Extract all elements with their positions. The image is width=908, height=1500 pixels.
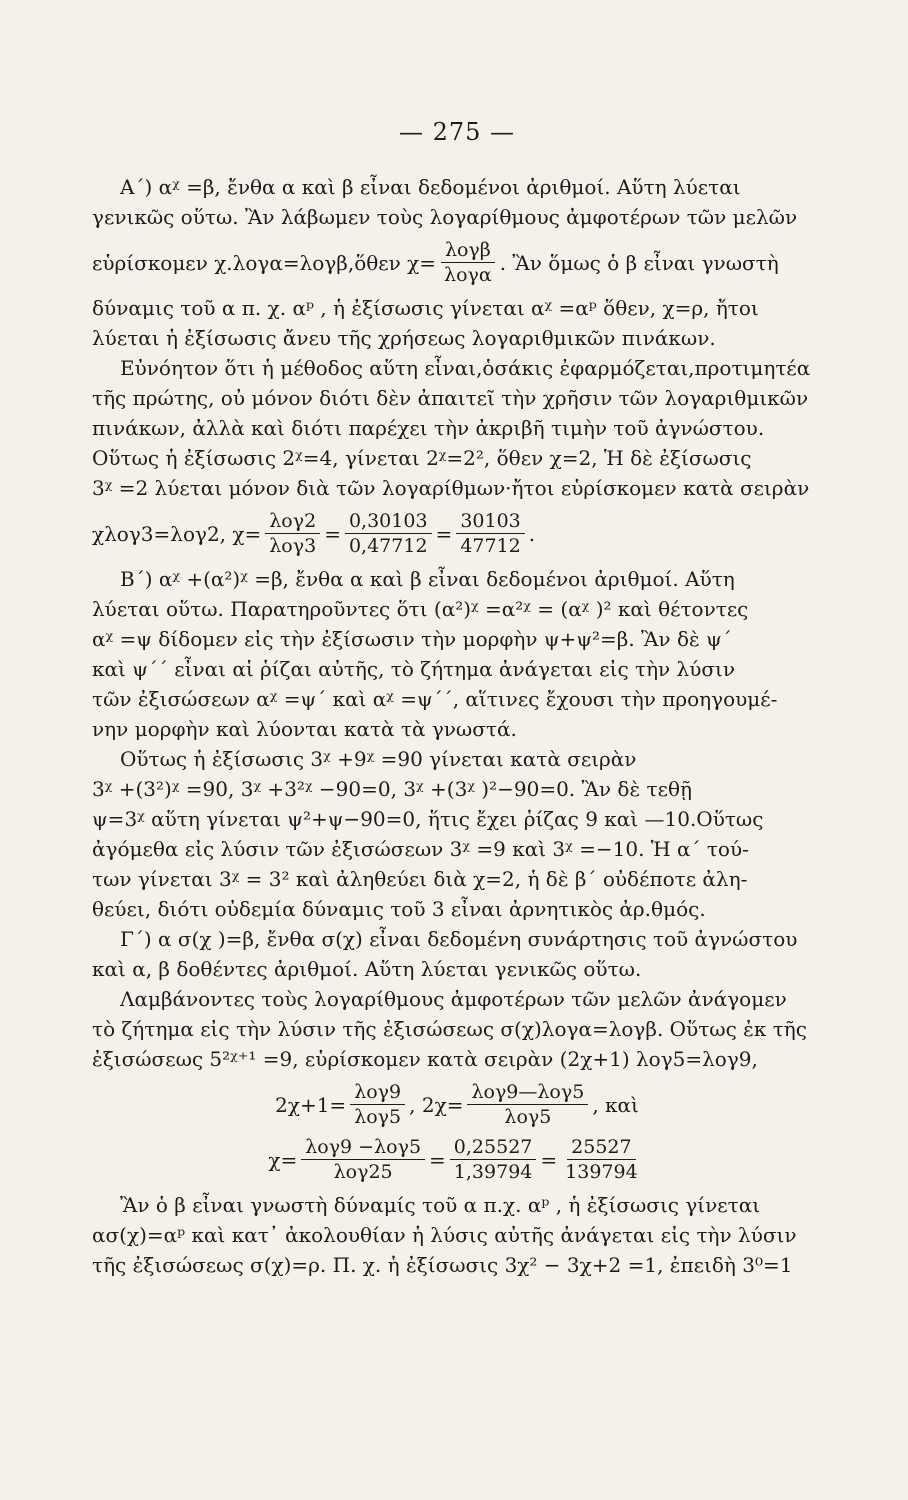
formula-x-value — [92, 1135, 822, 1184]
text-line: τῶν ἐξισώσεων αᵡ =ψ΄ καὶ αᵡ =ψ΄΄, αἵτινες ἔχουσι τὴν προηγουμέ- — [92, 687, 778, 711]
text-line: Λαμβάνοντες τοὺς λογαρίθμους ἀμφοτέρων τῶν μελῶν ἀνάγομεν — [120, 987, 787, 1011]
text-line: Εὐνόητον ὅτι ἡ μέθοδος αὕτη εἶναι,ὁσάκις ἐφαρμόζεται,προτιμητέα — [120, 356, 811, 380]
text-line: καὶ ψ΄΄ εἶναι αἱ ῥίζαι αὐτῆς, τὸ ζήτημα ἀνάγεται εἰς τὴν λύσιν — [92, 657, 736, 681]
text-line: νην μορφὴν καὶ λύονται κατὰ τὰ γνωστά. — [92, 717, 517, 741]
text-line: αᵡ =ψ δίδομεν εἰς τὴν ἐξίσωσιν τὴν μορφὴν ψ+ψ²=β. Ἂν δὲ ψ΄ — [92, 627, 732, 651]
fraction-denominator: λογ5 — [354, 1106, 402, 1128]
text-line: τῆς ἐξισώσεως σ(χ)=ρ. Π. χ. ἡ ἐξίσωσις 3χ² − 3χ+2 =1, ἐπειδὴ 3⁰=1 — [92, 1253, 793, 1277]
section-a-body — [92, 293, 822, 503]
fraction — [561, 1135, 642, 1184]
section-a-intro — [92, 172, 822, 232]
text-line: Α΄) αᵡ =β, ἔνθα α καὶ β εἶναι δεδομένοι ἀριθμοί. Αὕτη λύεται — [120, 175, 741, 199]
formula-logb-over-loga — [92, 238, 822, 287]
equals-sign: = — [324, 521, 341, 546]
page-number: — 275 — — [398, 118, 516, 146]
fraction-numerator: 0,25527 — [450, 1135, 537, 1160]
section-b-and-c — [92, 564, 822, 1074]
fraction — [301, 1135, 425, 1184]
fraction-denominator: λογ25 — [333, 1161, 393, 1183]
fraction-numerator: 0,30103 — [345, 509, 432, 534]
fraction-numerator: λογ9 — [350, 1080, 405, 1105]
text-line: καὶ α, β δοθέντες ἀριθμοί. Αὕτη λύεται γενικῶς οὕτω. — [92, 957, 642, 981]
text-line: Ἂν ὁ β εἶναι γνωστὴ δύναμίς τοῦ α π.χ. αᵖ , ἡ ἐξίσωσις γίνεται — [120, 1193, 761, 1217]
fraction — [456, 509, 524, 558]
text-line: ἀγόμεθα εἰς λύσιν τῶν ἐξισώσεων 3ᵡ =9 καὶ 3ᵡ =−10. Ἡ α΄ τού- — [92, 837, 749, 861]
text-line: πινάκων, ἀλλὰ καὶ διότι παρέχει τὴν ἀκριβῆ τιμὴν τοῦ ἀγνώστου. — [92, 416, 765, 440]
text-line: Οὕτως ἡ ἐξίσωσις 2ᵡ=4, γίνεται 2ᵡ=2², ὅθεν χ=2, Ἡ δὲ ἐξίσωσις — [92, 446, 752, 470]
fraction — [467, 1080, 588, 1129]
fraction-denominator: λογ3 — [269, 535, 317, 557]
fraction-denominator: 1,39794 — [453, 1161, 533, 1183]
text-line: λύεται οὕτω. Παρατηροῦντες ὅτι (α²)ᵡ =α²ᵡ = (αᵡ )² καὶ θέτοντες — [92, 597, 749, 621]
fraction-denominator: λογ5 — [504, 1106, 552, 1128]
text-line: τῆς πρώτης, οὐ μόνον διότι δὲν ἀπαιτεῖ τὴν χρῆσιν τῶν λογαριθμικῶν — [92, 386, 809, 410]
text-line: τὸ ζήτημα εἰς τὴν λύσιν τῆς ἐξισώσεως σ(χ)λογα=λογβ. Οὕτως ἐκ τῆς — [92, 1017, 807, 1041]
fraction — [345, 509, 432, 558]
fraction-numerator: 25527 — [567, 1135, 635, 1160]
fraction — [350, 1080, 405, 1129]
text-line: λύεται ἡ ἐξίσωσις ἄνευ τῆς χρήσεως λογαριθμικῶν πινάκων. — [92, 326, 716, 350]
text-line: 3ᵡ +(3²)ᵡ =90, 3ᵡ +3²ᵡ −90=0, 3ᵡ +(3ᵡ )²−90=0. Ἂν δὲ τεθῇ — [92, 777, 692, 801]
text-line: γενικῶς οὕτω. Ἂν λάβωμεν τοὺς λογαρίθμους ἀμφοτέρων τῶν μελῶν — [92, 205, 798, 229]
fraction-numerator: λογ9—λογ5 — [467, 1080, 588, 1105]
formula-text: χ= — [268, 1147, 298, 1172]
text-line: ἐξισώσεως 5²ᵡ⁺¹ =9, εὑρίσκομεν κατὰ σειρὰν (2χ+1) λογ5=λογ9, — [92, 1047, 758, 1071]
fraction — [450, 1135, 537, 1184]
formula-text: χλογ3=λογ2, χ= — [92, 521, 262, 546]
equals-sign: = — [435, 521, 453, 546]
text-line: δύναμις τοῦ α π. χ. αᵖ , ἡ ἐξίσωσις γίνεται αᵡ =αᵖ ὅθεν, χ=ρ, ἤτοι — [92, 296, 759, 320]
fraction — [440, 238, 496, 287]
fraction-numerator: 30103 — [456, 509, 524, 534]
text-line: θεύει, διότι οὐδεμία δύναμις τοῦ 3 εἶναι ἀρνητικὸς ἀρ.θμός. — [92, 897, 706, 921]
fraction — [265, 509, 320, 558]
fraction-denominator: 139794 — [565, 1161, 638, 1183]
formula-text: . — [528, 521, 536, 546]
fraction-numerator: λογ9 −λογ5 — [301, 1135, 425, 1160]
text-line: των γίνεται 3ᵡ = 3² καὶ ἀληθεύει διὰ χ=2, ἡ δὲ β΄ οὐδέποτε ἀλη- — [92, 867, 748, 891]
equals-sign: = — [429, 1147, 446, 1172]
formula-text: , 2χ= — [409, 1092, 464, 1117]
formula-text: 2χ+1= — [275, 1092, 347, 1117]
formula-text: . Ἂν ὅμως ὁ β εἶναι γνωστὴ — [499, 250, 779, 275]
formula-text: εὑρίσκομεν χ.λογα=λογβ,ὅθεν χ= — [92, 250, 437, 275]
formula-2x-plus-1 — [92, 1080, 822, 1129]
text-line: Οὕτως ἡ ἐξίσωσις 3ᵡ +9ᵡ =90 γίνεται κατὰ σειρὰν — [120, 747, 637, 771]
fraction-denominator: 47712 — [460, 535, 521, 557]
fraction-numerator: λογβ — [441, 238, 495, 263]
formula-log2-over-log3 — [92, 509, 822, 558]
fraction-numerator: λογ2 — [265, 509, 320, 534]
text-line: 3ᵡ =2 λύεται μόνον διὰ τῶν λογαρίθμων·ἤτοι εὑρίσκομεν κατὰ σειρὰν — [92, 476, 810, 500]
text-line: ασ(χ)=αᵖ καὶ κατ᾽ ἀκολουθίαν ἡ λύσις αὐτῆς ἀνάγεται εἰς τὴν λύσιν — [92, 1223, 797, 1247]
fraction-denominator: 0,47712 — [348, 535, 428, 557]
fraction-denominator: λογα — [444, 264, 492, 286]
text-line: ψ=3ᵡ αὕτη γίνεται ψ²+ψ−90=0, ἥτις ἔχει ῥίζας 9 καὶ —10.Οὕτως — [92, 807, 764, 831]
text-line: Γ΄) α σ(χ )=β, ἔνθα σ(χ) εἶναι δεδομένη συνάρτησις τοῦ ἀγνώστου — [120, 927, 798, 951]
formula-text: , καὶ — [592, 1092, 639, 1117]
equals-sign: = — [540, 1147, 558, 1172]
section-c-conclusion — [92, 1190, 822, 1280]
text-line: Β΄) αᵡ +(α²)ᵡ =β, ἔνθα α καὶ β εἶναι δεδομένοι ἀριθμοί. Αὕτη — [120, 567, 735, 591]
